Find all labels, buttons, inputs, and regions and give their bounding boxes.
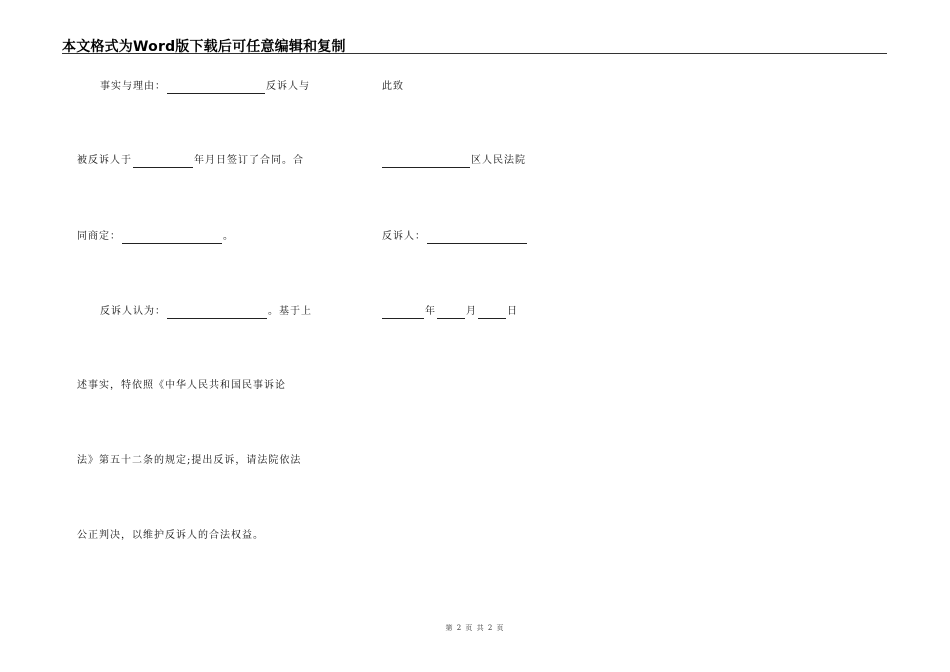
body-text-7: 公正判决，以维护反诉人的合法权益。 [77, 530, 264, 541]
court-line [381, 154, 526, 168]
claimant-signature-blank [427, 232, 527, 244]
body-line-6 [77, 454, 301, 468]
claimant-signature-line [382, 230, 528, 244]
body-text-5: 述事实，特依照《中华人民共和国民事诉论 [77, 380, 286, 391]
body-text-6: 法》第五十二条的规定;提出反诉，请法院依法 [77, 455, 302, 466]
contract-date-prefix: 被反诉人于 [77, 155, 132, 166]
closing-text: 此致 [382, 81, 404, 92]
contract-date-suffix: 年月日签订了合同。合 [194, 155, 304, 166]
header-divider [62, 53, 887, 54]
document-header-title: 本文格式为Word版下载后可任意编辑和复制 [62, 39, 346, 55]
claimant-opinion-suffix: 。基于上 [268, 306, 312, 317]
claimant-opinion-blank [167, 307, 267, 319]
month-blank [437, 307, 465, 319]
claimant-opinion-prefix: 反诉人认为： [100, 306, 166, 317]
claimant-opinion-line [100, 305, 312, 319]
closing-line [382, 80, 404, 94]
body-line-7 [77, 529, 264, 543]
day-label: 日 [507, 306, 518, 317]
contract-date-line [77, 154, 304, 168]
month-label: 月 [466, 306, 477, 317]
page-number: 第 2 页 共 2 页 [445, 624, 505, 632]
contract-terms-prefix: 同商定： [77, 231, 121, 242]
facts-line [100, 80, 310, 94]
facts-label: 事实与理由： [100, 81, 166, 92]
year-blank [382, 307, 424, 319]
facts-suffix: 反诉人与 [266, 81, 310, 92]
facts-blank [167, 82, 265, 94]
year-label: 年 [425, 306, 436, 317]
claimant-label: 反诉人： [382, 231, 426, 242]
day-blank [478, 307, 506, 319]
contract-terms-blank [122, 232, 222, 244]
court-name-blank [382, 156, 470, 168]
court-suffix: 区人民法院 [471, 155, 526, 166]
contract-terms-line [77, 230, 234, 244]
contract-date-blank [133, 156, 193, 168]
date-line [381, 305, 518, 319]
body-line-5 [77, 379, 286, 393]
contract-terms-suffix: 。 [223, 231, 234, 242]
